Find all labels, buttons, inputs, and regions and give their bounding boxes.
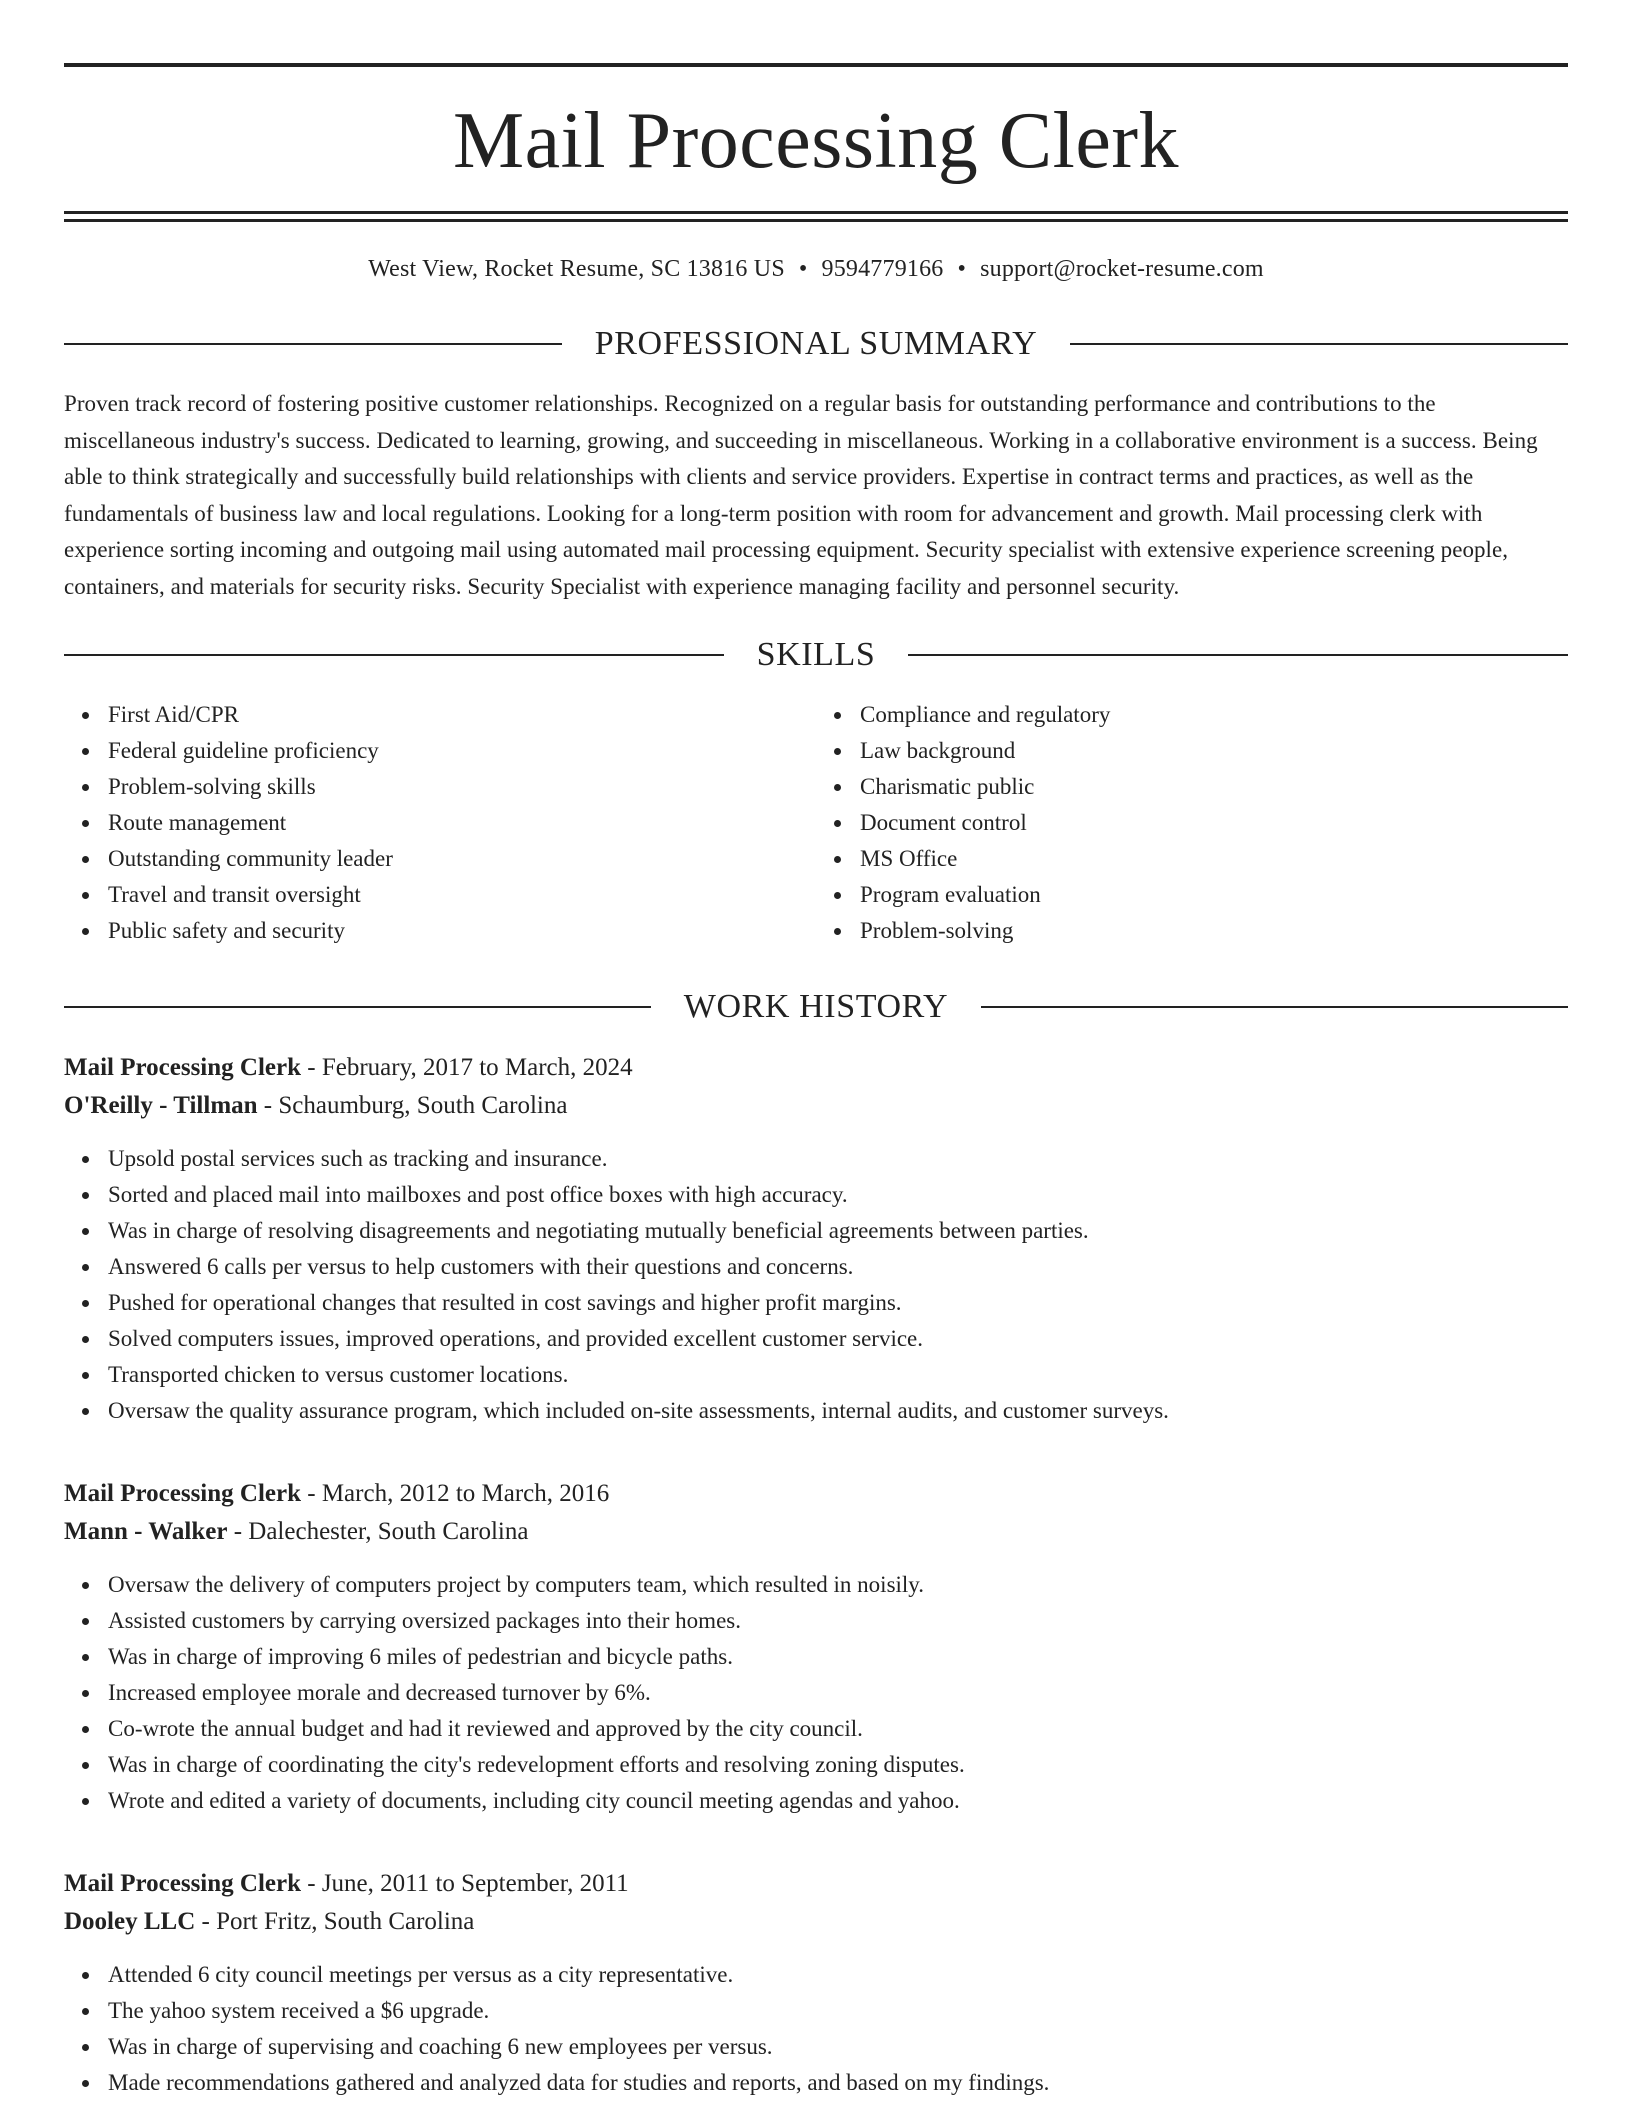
job-bullet: Transported chicken to versus customer locations. [108, 1357, 1568, 1393]
skill-item: Law background [860, 733, 1568, 769]
job-bullet: Was in charge of resolving disagreements and negotiating mutually beneficial agreements between parties. [108, 1213, 1568, 1249]
job-title-line [64, 1049, 1568, 1087]
work-heading-label: WORK HISTORY [683, 988, 949, 1025]
heading-rule-right [981, 1006, 1568, 1008]
job-location: - Schaumburg, South Carolina [257, 1092, 568, 1119]
job-dates: - March, 2012 to March, 2016 [301, 1480, 610, 1507]
contact-phone[interactable]: 9594779166 [821, 256, 944, 282]
job-title-line [64, 1865, 1568, 1903]
job-bullets [64, 1957, 1568, 2101]
skill-item: Program evaluation [860, 877, 1568, 913]
skill-item: Charismatic public [860, 769, 1568, 805]
work-heading [64, 987, 1568, 1027]
job-bullet: Attended 6 city council meetings per versus as a city representative. [108, 1957, 1568, 1993]
job-company-line [64, 1903, 1568, 1941]
skill-item: Route management [108, 805, 816, 841]
job-company: O'Reilly - Tillman [64, 1092, 258, 1119]
job-bullet: Assisted customers by carrying oversized packages into their homes. [108, 1603, 1568, 1639]
job-bullet: Oversaw the delivery of computers project by computers team, which resulted in noisily. [108, 1567, 1568, 1603]
skills-column-left [64, 697, 816, 949]
skills-heading [64, 635, 1568, 675]
job-bullet: Co-wrote the annual budget and had it reviewed and approved by the city council. [108, 1711, 1568, 1747]
resume-title: Mail Processing Clerk [453, 97, 1179, 185]
summary-text: Proven track record of fostering positive customer relationships. Recognized on a regular basis for outstanding performance and contributions to the miscellaneous industry's success. Dedicated to learning, growing, and succeeding in miscellaneous. Working in a collaborative environment is a success. Being able to think strategically and successfully build relationships with clients and service providers. Expertise in contract terms and practices, as well as the fundamentals of business law and local regulations. Looking for a long-term position with room for advancement and growth. Mail processing clerk with experience sorting incoming and outgoing mail using automated mail processing equipment. Security specialist with extensive experience screening people, containers, and materials for security risks. Security Specialist with experience managing facility and personnel security. [64, 391, 1538, 599]
skill-item: Problem-solving [860, 913, 1568, 949]
job-bullets [64, 1141, 1568, 1429]
job-bullets [64, 1567, 1568, 1819]
job-bullet: Solved computers issues, improved operations, and provided excellent customer service. [108, 1321, 1568, 1357]
job-title: Mail Processing Clerk [64, 1054, 301, 1081]
contact-separator: • [798, 256, 808, 282]
job-bullet: Wrote and edited a variety of documents, including city council meeting agendas and yahoo. [108, 1783, 1568, 1819]
job-company-line [64, 1513, 1568, 1551]
job-bullet: Increased employee morale and decreased turnover by 6%. [108, 1675, 1568, 1711]
summary-heading-label: PROFESSIONAL SUMMARY [594, 325, 1038, 362]
skills-heading-label: SKILLS [756, 636, 876, 673]
skill-item: Compliance and regulatory [860, 697, 1568, 733]
contact-address: West View, Rocket Resume, SC 13816 US [368, 256, 785, 282]
job-entry [64, 1475, 1568, 1819]
skill-item: Travel and transit oversight [108, 877, 816, 913]
job-entry [64, 1865, 1568, 2101]
job-dates: - June, 2011 to September, 2011 [301, 1870, 629, 1897]
heading-rule-right [1070, 343, 1568, 345]
skills-list [64, 697, 1568, 949]
job-company-line [64, 1087, 1568, 1125]
job-bullet: Upsold postal services such as tracking and insurance. [108, 1141, 1568, 1177]
contact-email[interactable]: support@rocket-resume.com [980, 256, 1264, 282]
title-double-rule [64, 211, 1568, 222]
job-dates: - February, 2017 to March, 2024 [301, 1054, 633, 1081]
resume-header [64, 0, 1568, 284]
heading-rule-right [908, 654, 1568, 656]
summary-heading [64, 324, 1568, 364]
job-company: Mann - Walker [64, 1518, 228, 1545]
skill-item: First Aid/CPR [108, 697, 816, 733]
skill-item: Public safety and security [108, 913, 816, 949]
heading-rule-left [64, 1006, 651, 1008]
job-bullet: Made recommendations gathered and analyzed data for studies and reports, and based on my findings. [108, 2065, 1568, 2101]
contact-line [64, 254, 1568, 284]
job-location: - Dalechester, South Carolina [227, 1518, 529, 1545]
skill-item: MS Office [860, 841, 1568, 877]
job-bullet: Answered 6 calls per versus to help customers with their questions and concerns. [108, 1249, 1568, 1285]
job-entry [64, 1049, 1568, 1429]
heading-rule-left [64, 654, 724, 656]
job-title: Mail Processing Clerk [64, 1480, 301, 1507]
contact-separator: • [957, 256, 967, 282]
job-bullet: Sorted and placed mail into mailboxes and post office boxes with high accuracy. [108, 1177, 1568, 1213]
job-title: Mail Processing Clerk [64, 1870, 301, 1897]
job-company: Dooley LLC [64, 1908, 196, 1935]
skill-item: Federal guideline proficiency [108, 733, 816, 769]
job-bullet: Oversaw the quality assurance program, which included on-site assessments, internal audits, and customer surveys. [108, 1393, 1568, 1429]
skills-column-right [816, 697, 1568, 949]
job-bullet: Was in charge of supervising and coaching 6 new employees per versus. [108, 2029, 1568, 2065]
job-bullet: Was in charge of improving 6 miles of pedestrian and bicycle paths. [108, 1639, 1568, 1675]
job-bullet: The yahoo system received a $6 upgrade. [108, 1993, 1568, 2029]
heading-rule-left [64, 343, 562, 345]
job-bullet: Was in charge of coordinating the city's redevelopment efforts and resolving zoning disputes. [108, 1747, 1568, 1783]
skill-item: Problem-solving skills [108, 769, 816, 805]
job-title-line [64, 1475, 1568, 1513]
job-bullet: Pushed for operational changes that resulted in cost savings and higher profit margins. [108, 1285, 1568, 1321]
skill-item: Document control [860, 805, 1568, 841]
job-location: - Port Fritz, South Carolina [195, 1908, 475, 1935]
skill-item: Outstanding community leader [108, 841, 816, 877]
resume-page [64, 0, 1568, 2101]
